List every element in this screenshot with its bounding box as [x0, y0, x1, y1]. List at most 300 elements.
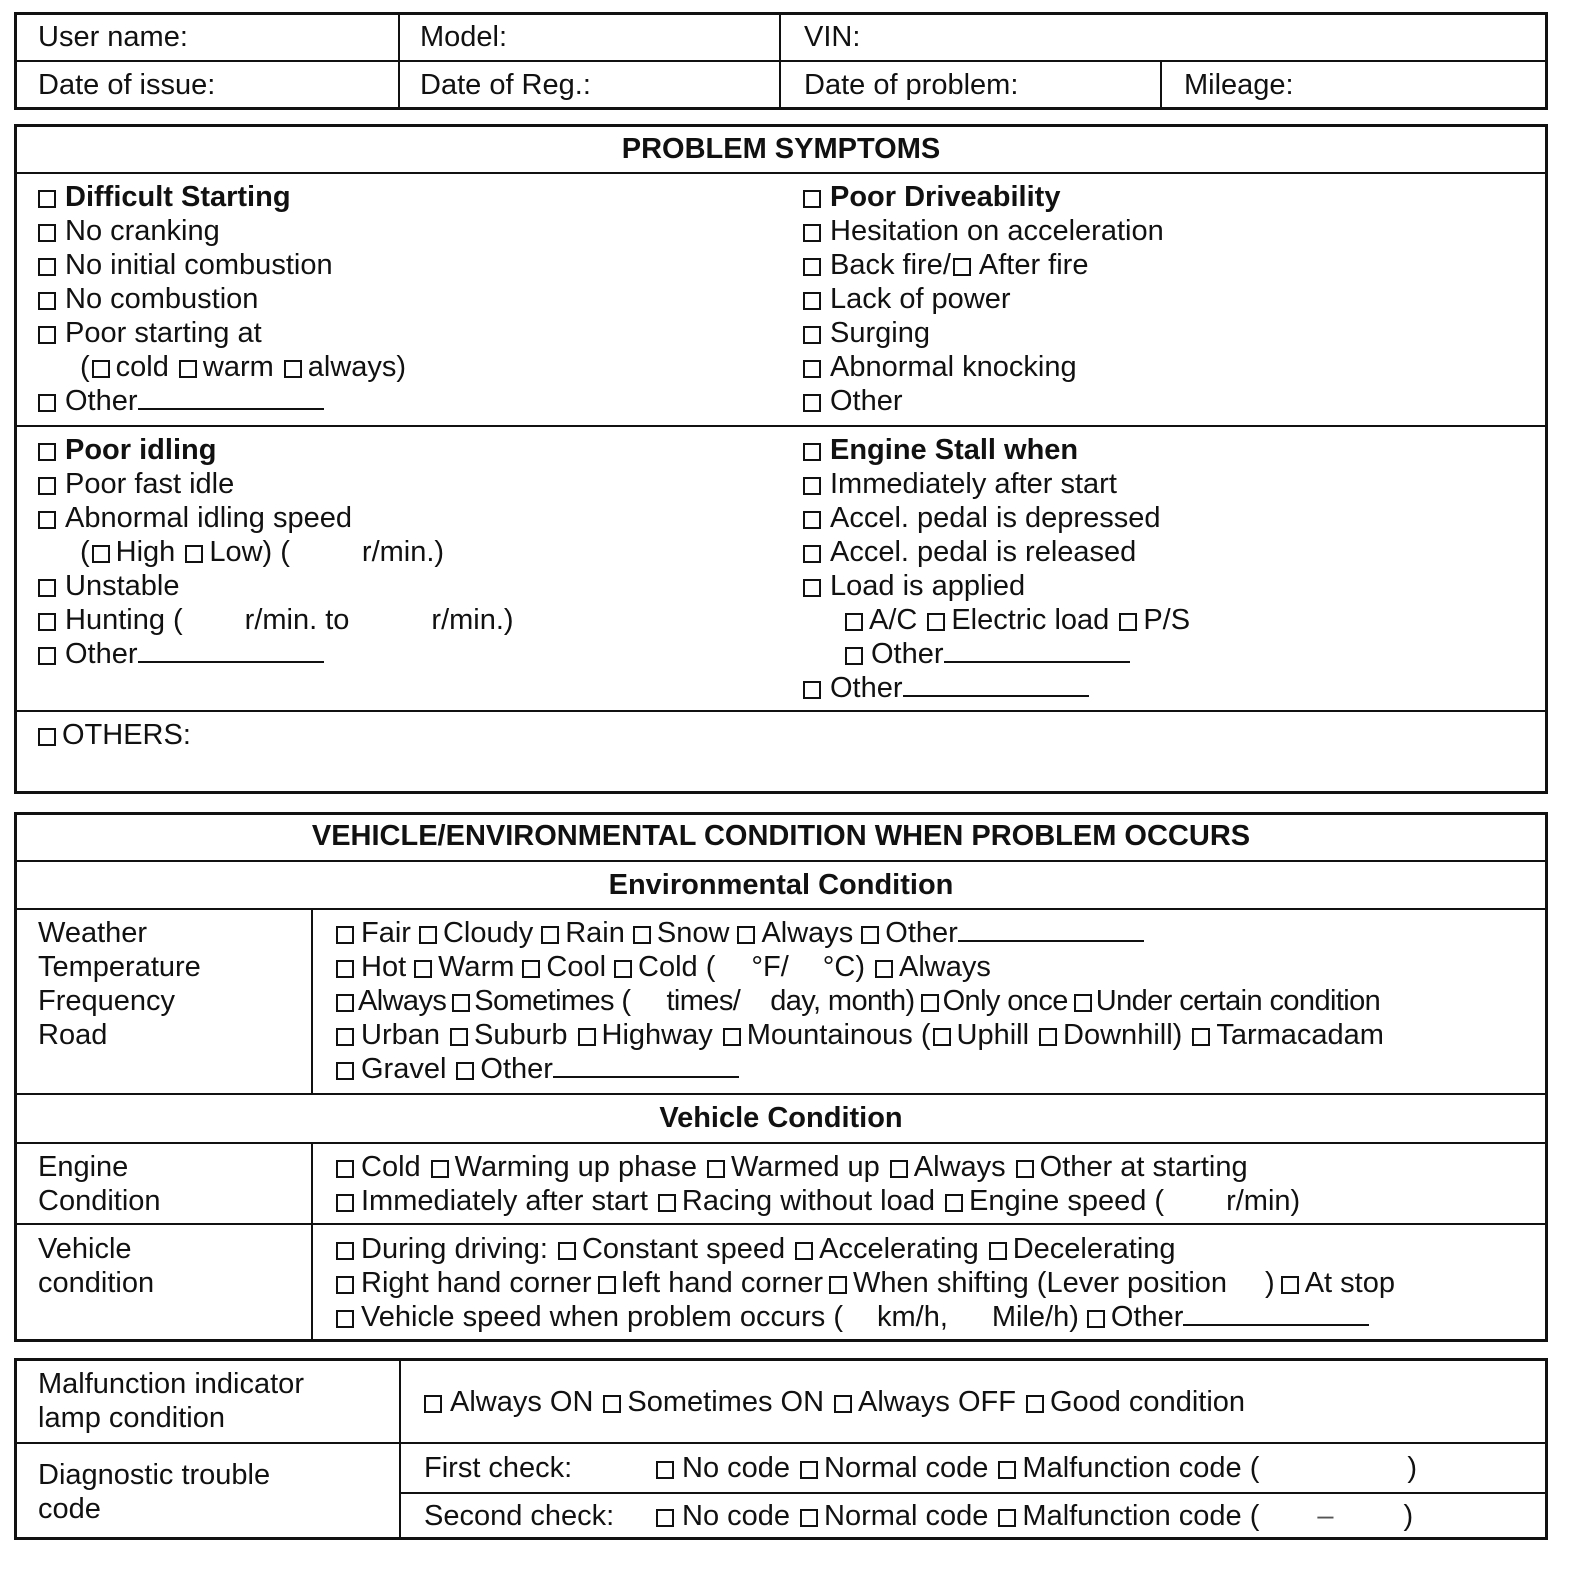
abnormal-knocking-label: Abnormal knocking: [830, 351, 1077, 383]
fahrenheit-label: °F/: [751, 951, 789, 983]
dtc-divider: [399, 1492, 1548, 1494]
checkbox-icon[interactable]: [336, 926, 354, 944]
checkbox-icon[interactable]: [1087, 1310, 1105, 1328]
no-cranking-label: No cranking: [65, 215, 220, 247]
malfunction-code-label: Malfunction code (: [1022, 1500, 1260, 1532]
pedal-released-label: Accel. pedal is released: [830, 536, 1137, 568]
checkbox-icon[interactable]: [1039, 1028, 1057, 1046]
other-label: Other: [65, 638, 138, 670]
temperature-options: [336, 950, 1384, 984]
date-of-problem-field[interactable]: [804, 68, 1018, 102]
checkbox-icon[interactable]: [578, 1028, 596, 1046]
engine-options-1: [336, 1150, 1300, 1184]
close-paren: ): [1403, 1500, 1414, 1532]
checkbox-icon[interactable]: [1026, 1395, 1044, 1413]
checkbox-icon[interactable]: [336, 1028, 354, 1046]
poor-driveability-group: [803, 180, 1164, 418]
kmh-label: km/h,: [876, 1301, 948, 1333]
shifting-label: When shifting (Lever position: [853, 1267, 1228, 1299]
engine-options-2: [336, 1184, 1300, 1218]
env-vline-2: [311, 1142, 313, 1342]
checkbox-icon[interactable]: [803, 326, 821, 344]
checkbox-icon[interactable]: [336, 1276, 354, 1294]
engine-stall-group: [803, 433, 1190, 705]
driveability-other-row[interactable]: [803, 384, 1164, 418]
surging-row[interactable]: [803, 316, 1164, 350]
frequency-label: Frequency: [38, 985, 176, 1017]
checkbox-icon[interactable]: [558, 1242, 576, 1260]
env-divider-5: [14, 1223, 1548, 1225]
checkbox-icon[interactable]: [633, 926, 651, 944]
normal-code-label: Normal code: [824, 1452, 989, 1484]
dtc-labels: [38, 1458, 270, 1526]
vehicle-label: Vehicle: [38, 1233, 132, 1265]
mileage-field[interactable]: [1184, 68, 1294, 102]
decelerating-label: Decelerating: [1012, 1233, 1176, 1265]
engine-label: Engine: [38, 1151, 129, 1183]
checkbox-icon[interactable]: [829, 1276, 847, 1294]
load-applied-row[interactable]: [803, 569, 1190, 603]
checkbox-icon[interactable]: [38, 647, 56, 665]
cold-label: cold: [115, 351, 169, 383]
checkbox-icon[interactable]: [92, 545, 110, 563]
condition-label: condition: [38, 1267, 155, 1299]
checkbox-icon[interactable]: [834, 1395, 852, 1413]
checkbox-icon[interactable]: [707, 1160, 725, 1178]
constant-speed-label: Constant speed: [581, 1233, 786, 1265]
date-of-issue-field[interactable]: [38, 68, 215, 102]
load-applied-label: Load is applied: [830, 570, 1026, 602]
checkbox-icon[interactable]: [1281, 1276, 1299, 1294]
checkbox-icon[interactable]: [803, 190, 821, 208]
environment-options: [336, 916, 1384, 1086]
hesitation-row[interactable]: [803, 214, 1164, 248]
ps-label: P/S: [1143, 604, 1191, 636]
downhill-label: Downhill): [1063, 1019, 1183, 1051]
engine-stall-heading: Engine Stall when: [830, 434, 1079, 466]
checkbox-icon[interactable]: [953, 258, 971, 276]
back-fire-row[interactable]: [803, 248, 1164, 282]
env-vline-1: [311, 908, 313, 1093]
checkbox-icon[interactable]: [803, 258, 821, 276]
pedal-released-row[interactable]: [803, 535, 1190, 569]
model-field[interactable]: [420, 20, 507, 54]
difficult-other-row[interactable]: [38, 384, 406, 418]
pedal-depressed-row[interactable]: [803, 501, 1190, 535]
urban-label: Urban: [361, 1019, 440, 1051]
checkbox-icon[interactable]: [875, 960, 893, 978]
checkbox-icon[interactable]: [800, 1461, 818, 1479]
lack-of-power-row[interactable]: [803, 282, 1164, 316]
times-label: times/: [666, 985, 741, 1017]
highway-label: Highway: [601, 1019, 713, 1051]
checkbox-icon[interactable]: [38, 394, 56, 412]
hunting-rmin: r/min.): [431, 604, 514, 636]
date-of-reg-label: Date of Reg.:: [420, 69, 591, 101]
high-label: High: [115, 536, 176, 568]
checkbox-icon[interactable]: [38, 477, 56, 495]
always-label: Always: [898, 951, 991, 983]
dtc-label-1: Diagnostic trouble: [38, 1459, 271, 1491]
checkbox-icon[interactable]: [92, 360, 110, 378]
no-combustion-label: No combustion: [65, 283, 259, 315]
model-label: Model:: [420, 21, 508, 53]
abnormal-idling-row[interactable]: [38, 501, 514, 535]
checkbox-icon[interactable]: [737, 926, 755, 944]
checkbox-icon[interactable]: [890, 1160, 908, 1178]
checkbox-icon[interactable]: [803, 681, 821, 699]
checkbox-icon[interactable]: [456, 1062, 474, 1080]
first-check-label: First check:: [424, 1452, 573, 1484]
no-cranking-row[interactable]: [38, 214, 406, 248]
checkbox-icon[interactable]: [38, 326, 56, 344]
checkbox-icon[interactable]: [845, 647, 863, 665]
load-other-row: [803, 637, 1190, 671]
unstable-label: Unstable: [65, 570, 180, 602]
other-label: Other: [885, 917, 958, 949]
stall-immediately-label: Immediately after start: [830, 468, 1117, 500]
frequency-options: [336, 984, 1384, 1018]
lack-of-power-label: Lack of power: [830, 283, 1011, 315]
pedal-depressed-label: Accel. pedal is depressed: [830, 502, 1161, 534]
checkbox-icon[interactable]: [38, 292, 56, 310]
checkbox-icon[interactable]: [336, 1242, 354, 1260]
blank-line[interactable]: [138, 386, 324, 410]
env-divider-2: [14, 908, 1548, 910]
checkbox-icon[interactable]: [803, 292, 821, 310]
mileh-label: Mile/h): [991, 1301, 1079, 1333]
fair-label: Fair: [361, 917, 411, 949]
symptoms-title: PROBLEM SYMPTOMS: [621, 133, 941, 165]
road-options-2: [336, 1052, 1384, 1086]
checkbox-icon[interactable]: [38, 613, 56, 631]
checkbox-icon[interactable]: [614, 960, 632, 978]
date-of-issue-label: Date of issue:: [38, 69, 216, 101]
other-label: Other: [830, 672, 903, 704]
surging-label: Surging: [830, 317, 930, 349]
abnormal-idling-options: [38, 535, 514, 569]
only-once-label: Only once: [942, 985, 1068, 1017]
date-of-problem-label: Date of problem:: [804, 69, 1019, 101]
header-vline-3: [1160, 60, 1162, 110]
weather-options: [336, 916, 1384, 950]
checkbox-icon[interactable]: [803, 511, 821, 529]
cool-label: Cool: [546, 951, 607, 983]
gravel-label: Gravel: [361, 1053, 447, 1085]
checkbox-icon[interactable]: [336, 960, 354, 978]
warm-label: warm: [202, 351, 274, 383]
cold-label: Cold (: [638, 951, 716, 983]
checkbox-icon[interactable]: [989, 1242, 1007, 1260]
checkbox-icon[interactable]: [803, 545, 821, 563]
electric-load-label: Electric load: [951, 604, 1110, 636]
checkbox-icon[interactable]: [419, 926, 437, 944]
others-label: OTHERS:: [62, 719, 191, 751]
shifting-close: ): [1265, 1267, 1275, 1299]
idling-other-row[interactable]: [38, 637, 514, 671]
hunting-row[interactable]: [38, 603, 514, 637]
checkbox-icon[interactable]: [424, 1395, 442, 1413]
checkbox-icon[interactable]: [185, 545, 203, 563]
header-divider: [14, 60, 1548, 62]
sometimes-on-label: Sometimes ON: [627, 1386, 825, 1418]
unstable-row[interactable]: [38, 569, 514, 603]
checkbox-icon[interactable]: [921, 994, 939, 1012]
environmental-condition-heading: Environmental Condition: [608, 869, 954, 901]
other-label: Other: [871, 638, 944, 670]
checkbox-icon[interactable]: [336, 1160, 354, 1178]
vehicle-condition-heading: Vehicle Condition: [659, 1102, 903, 1134]
user-name-field[interactable]: [38, 20, 188, 54]
paren-open: (: [80, 351, 90, 383]
warm-label: Warm: [438, 951, 515, 983]
no-initial-combustion-row[interactable]: [38, 248, 406, 282]
rain-label: Rain: [565, 917, 625, 949]
checkbox-icon[interactable]: [38, 443, 56, 461]
user-name-label: User name:: [38, 21, 188, 53]
poor-starting-options: [38, 350, 406, 384]
blank-line[interactable]: [1183, 1302, 1369, 1326]
at-stop-label: At stop: [1304, 1267, 1395, 1299]
engine-condition-labels: [38, 1150, 161, 1218]
warming-up-label: Warming up phase: [454, 1151, 697, 1183]
no-initial-combustion-label: No initial combustion: [65, 249, 333, 281]
checkbox-icon[interactable]: [803, 224, 821, 242]
others-row[interactable]: [38, 718, 191, 752]
checkbox-icon[interactable]: [603, 1395, 621, 1413]
checkbox-icon[interactable]: [38, 224, 56, 242]
vehicle-speed-label: Vehicle speed when problem occurs (: [361, 1301, 843, 1333]
engine-condition-options: [336, 1150, 1300, 1218]
always-label: Always: [761, 917, 854, 949]
vin-field[interactable]: [804, 20, 860, 54]
hot-label: Hot: [361, 951, 407, 983]
checkbox-icon[interactable]: [452, 994, 470, 1012]
temperature-label: Temperature: [38, 951, 201, 983]
always-label: Always: [358, 985, 447, 1017]
blank-line[interactable]: [944, 639, 1130, 663]
second-check-label: Second check:: [424, 1500, 615, 1532]
normal-code-label: Normal code: [824, 1500, 989, 1532]
checkbox-icon[interactable]: [179, 360, 197, 378]
checkbox-icon[interactable]: [927, 613, 945, 631]
checkbox-icon[interactable]: [284, 360, 302, 378]
checkbox-icon[interactable]: [803, 360, 821, 378]
cloudy-label: Cloudy: [442, 917, 534, 949]
checkbox-icon[interactable]: [1016, 1160, 1034, 1178]
right-corner-label: Right hand corner: [361, 1267, 592, 1299]
abnormal-idling-label: Abnormal idling speed: [65, 502, 352, 534]
checkbox-icon[interactable]: [800, 1509, 818, 1527]
blank-line[interactable]: [958, 918, 1144, 942]
poor-driveability-row[interactable]: [803, 180, 1164, 214]
env-divider-3: [14, 1093, 1548, 1095]
cold-label: Cold: [361, 1151, 421, 1183]
difficult-starting-row[interactable]: [38, 180, 406, 214]
checkbox-icon[interactable]: [336, 994, 354, 1012]
hunting-rmin-to: r/min. to: [244, 604, 350, 636]
checkbox-icon[interactable]: [945, 1194, 963, 1212]
mountainous-label: Mountainous (: [746, 1019, 931, 1051]
stall-immediately-row[interactable]: [803, 467, 1190, 501]
checkbox-icon[interactable]: [861, 926, 879, 944]
checkbox-icon[interactable]: [1074, 994, 1092, 1012]
sometimes-label: Sometimes (: [474, 985, 631, 1017]
poor-idling-group: [38, 433, 514, 671]
difficult-starting-group: [38, 180, 406, 418]
difficult-starting-heading: Difficult Starting: [65, 181, 291, 213]
checkbox-icon[interactable]: [38, 728, 56, 746]
checkbox-icon[interactable]: [336, 1310, 354, 1328]
after-fire-label: After fire: [978, 249, 1089, 281]
checkbox-icon[interactable]: [723, 1028, 741, 1046]
checkbox-icon[interactable]: [656, 1509, 674, 1527]
environment-title: VEHICLE/ENVIRONMENTAL CONDITION WHEN PROBLEM OCCURS: [311, 820, 1251, 852]
during-driving-label: During driving:: [361, 1233, 548, 1265]
no-code-label: No code: [682, 1452, 791, 1484]
paren-open: (: [80, 536, 90, 568]
checkbox-icon[interactable]: [933, 1028, 951, 1046]
checkbox-icon[interactable]: [336, 1194, 354, 1212]
hunting-label: Hunting (: [65, 604, 183, 636]
checkbox-icon[interactable]: [336, 1062, 354, 1080]
date-of-reg-field[interactable]: [420, 68, 591, 102]
header-vline-1: [398, 12, 400, 110]
first-check-row: [424, 1451, 1417, 1485]
malfunction-code-label: Malfunction code (: [1022, 1452, 1260, 1484]
mil-label-1: Malfunction indicator: [38, 1368, 304, 1400]
checkbox-icon[interactable]: [414, 960, 432, 978]
mil-vline: [399, 1358, 401, 1540]
under-certain-label: Under certain condition: [1095, 985, 1381, 1017]
road-options: [336, 1018, 1384, 1052]
checkbox-icon[interactable]: [450, 1028, 468, 1046]
mil-options: [424, 1385, 1245, 1419]
other-label: Other: [1110, 1301, 1184, 1333]
weather-label: Weather: [38, 917, 148, 949]
tarmacadam-label: Tarmacadam: [1216, 1019, 1384, 1051]
dash-separator: –: [1317, 1500, 1334, 1532]
symptoms-mid-divider: [14, 425, 1548, 427]
load-options-row: [803, 603, 1190, 637]
abnormal-knocking-row[interactable]: [803, 350, 1164, 384]
dtc-label-2: code: [38, 1493, 101, 1525]
checkbox-icon[interactable]: [1119, 613, 1137, 631]
celsius-label: °C): [822, 951, 865, 983]
always-label: Always: [913, 1151, 1006, 1183]
back-fire-label: Back fire/: [830, 249, 951, 281]
snow-label: Snow: [656, 917, 730, 949]
road-label: Road: [38, 1019, 108, 1051]
poor-driveability-heading: Poor Driveability: [830, 181, 1061, 213]
condition-label: Condition: [38, 1185, 161, 1217]
other-label: Other: [830, 385, 903, 417]
checkbox-icon[interactable]: [803, 579, 821, 597]
checkbox-icon[interactable]: [803, 477, 821, 495]
low-label: Low) (: [209, 536, 290, 568]
vehicle-options-2: [336, 1266, 1395, 1300]
checkbox-icon[interactable]: [431, 1160, 449, 1178]
checkbox-icon[interactable]: [998, 1461, 1016, 1479]
environment-labels: [38, 916, 201, 1052]
vehicle-options-1: [336, 1232, 1395, 1266]
accelerating-label: Accelerating: [819, 1233, 979, 1265]
blank-line[interactable]: [138, 639, 324, 663]
env-divider-1: [14, 860, 1548, 862]
other-at-starting-label: Other at starting: [1039, 1151, 1248, 1183]
engine-stall-row[interactable]: [803, 433, 1190, 467]
checkbox-icon[interactable]: [803, 443, 821, 461]
checkbox-icon[interactable]: [795, 1242, 813, 1260]
symptoms-others-divider: [14, 710, 1548, 712]
checkbox-icon[interactable]: [38, 511, 56, 529]
env-divider-4: [14, 1142, 1548, 1144]
checkbox-icon[interactable]: [803, 394, 821, 412]
always-label: always): [307, 351, 407, 383]
blank-line[interactable]: [903, 673, 1089, 697]
checkbox-icon[interactable]: [38, 579, 56, 597]
warmed-up-label: Warmed up: [730, 1151, 880, 1183]
uphill-label: Uphill: [956, 1019, 1030, 1051]
poor-fast-idle-label: Poor fast idle: [65, 468, 235, 500]
vehicle-condition-options: [336, 1232, 1395, 1334]
poor-fast-idle-row[interactable]: [38, 467, 514, 501]
checkbox-icon[interactable]: [598, 1276, 616, 1294]
good-condition-label: Good condition: [1049, 1386, 1246, 1418]
other-label: Other: [65, 385, 138, 417]
checkbox-icon[interactable]: [38, 190, 56, 208]
rmin-label: r/min): [1226, 1185, 1301, 1217]
blank-line[interactable]: [553, 1054, 739, 1078]
mil-divider: [14, 1442, 1548, 1444]
day-month-label: day, month): [770, 985, 915, 1017]
poor-starting-label: Poor starting at: [65, 317, 262, 349]
no-code-label: No code: [682, 1500, 791, 1532]
checkbox-icon[interactable]: [1192, 1028, 1210, 1046]
checkbox-icon[interactable]: [656, 1461, 674, 1479]
left-corner-label: left hand corner: [621, 1267, 824, 1299]
other-label: Other: [480, 1053, 553, 1085]
vehicle-options-3: [336, 1300, 1395, 1334]
vehicle-condition-labels: [38, 1232, 154, 1300]
poor-idling-row[interactable]: [38, 433, 514, 467]
symptoms-title-divider: [14, 172, 1548, 174]
checkbox-icon[interactable]: [658, 1194, 676, 1212]
second-check-row: [424, 1499, 1413, 1533]
engine-speed-label: Engine speed (: [968, 1185, 1165, 1217]
mil-labels: [38, 1367, 304, 1435]
stall-other-row[interactable]: [803, 671, 1190, 705]
checkbox-icon[interactable]: [845, 613, 863, 631]
close-paren: ): [1407, 1452, 1418, 1484]
checkbox-icon[interactable]: [998, 1509, 1016, 1527]
always-on-label: Always ON: [450, 1386, 594, 1418]
checkbox-icon[interactable]: [522, 960, 540, 978]
racing-label: Racing without load: [681, 1185, 935, 1217]
rmin-label: r/min.): [361, 536, 445, 568]
poor-starting-row[interactable]: [38, 316, 406, 350]
vin-label: VIN:: [804, 21, 861, 53]
checkbox-icon[interactable]: [541, 926, 559, 944]
checkbox-icon[interactable]: [38, 258, 56, 276]
mileage-label: Mileage:: [1184, 69, 1294, 101]
ac-label: A/C: [869, 604, 918, 636]
hesitation-label: Hesitation on acceleration: [830, 215, 1164, 247]
header-vline-2: [779, 12, 781, 110]
mil-label-2: lamp condition: [38, 1402, 225, 1434]
no-combustion-row[interactable]: [38, 282, 406, 316]
suburb-label: Suburb: [474, 1019, 568, 1051]
